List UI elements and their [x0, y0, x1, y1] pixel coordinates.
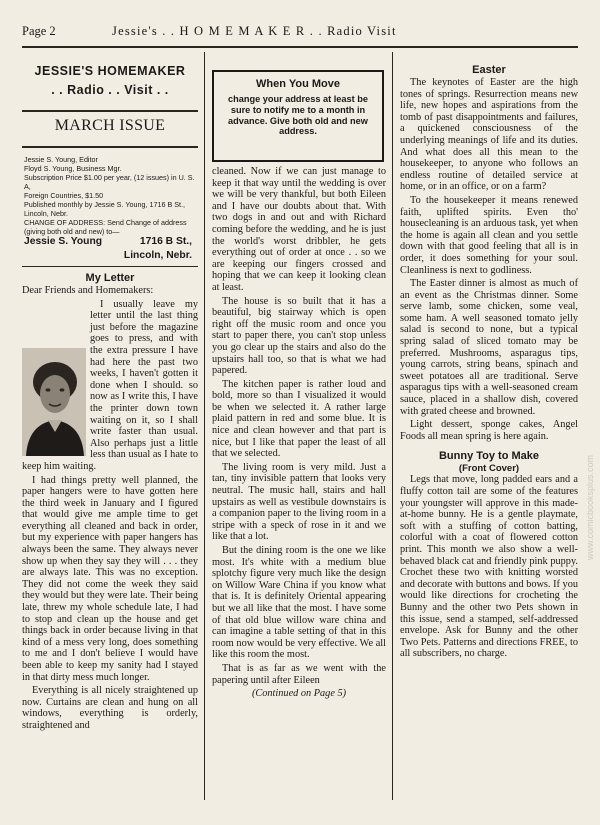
editor-line: Jessie S. Young, Editor: [24, 155, 98, 164]
middle-paragraph: The living room is very mild. Just a tan, tiny invisible pattern that looks very neutral. The music hall, stairs and hall upstairs as well as vestibule downstairs is a companion paper to the living room in a stripe with a speck of rose in it and we like that a lot.: [212, 461, 386, 543]
photo-float: [22, 345, 90, 453]
bunny-heading: Bunny Toy to Make: [438, 450, 540, 463]
letter-column: [22, 272, 198, 734]
change-address-box: [212, 70, 384, 162]
column-rule-left: [204, 52, 205, 800]
letter-paragraph: I usually leave my letter until the last thing just before the magazine goes to press, and with the extra pressure I have had here the past two weeks, I haven't gotten it done when I should. so now as I write this, I have the printer down town waiting on it, so I shall write faster than usual. Also perhaps just a little less than usual as I hate to keep him waiting.: [22, 298, 198, 472]
bunny-subheading: (Front Cover): [458, 463, 520, 475]
box-title: When You Move: [256, 78, 340, 90]
issue-title: MARCH ISSUE: [54, 117, 166, 134]
header-rule: [22, 46, 578, 48]
change-address-line: CHANGE OF ADDRESS: Send Change of address (giving both old and new) to—: [24, 218, 187, 236]
signature-street: 1716 B St.,: [139, 236, 192, 247]
easter-paragraph: The Easter dinner is almost as much of an event as the Christmas dinner. Some serve lamb, some chicken, some veal, some ham. A well seasoned tomato jelly salad is second to none, but a typical spring salad of sliced tomato may be preferred. Mushrooms, asparagus tips, young carrots, string beans, spinach and sweet potatoes all are traditional. Serve asparagus tips with a well-seasoned cream sauce, placed in a shallow dish, covered with grated cheese and browned.: [400, 278, 578, 417]
middle-paragraph: But the dining room is the one we like most. It's white with a medium blue splotchy figure very much like the design on Willow Ware China if you know what that is. It is definitely Oriental appearing but we all like that the most. I have some of that old blue willow ware china and can imagine a table setting of that in this room now would be very effective. We all like this room the most.: [212, 545, 386, 661]
masthead-title: JESSIE'S HOMEMAKER: [34, 64, 186, 78]
bunny-paragraph: Legs that move, long padded ears and a fluffy cotton tail are some of the features your youngster will approve in this made-at-home bunny. He is a gentle playmate, soft with a stuffing of cotton batting, colorful with a coat of flowered cotton print. This month we also show a well-behaved black cat and friendly pink puppy. Crochet these two with knitting worsted and decorate with buttons and bows. If you would like directions for crocheting the Bunny and the other two Pets shown in this issue, send a stamped, self-addressed envelope. Ask for Bunny and the other Two Pets. Patterns and directions FREE, to all subscribers, no charge.: [400, 474, 578, 660]
masthead-rule-bottom: [22, 146, 198, 148]
middle-column: [212, 166, 386, 702]
masthead-subtitle: . . Radio . . Visit . .: [51, 83, 169, 97]
right-column: [400, 64, 578, 662]
letter-paragraph: I had things pretty well planned, the paper hangers were to have gotten here the third week in January and I figured that would give me ample time to get everything all cleaned and back in order, but my experience with paper hangers has always been the same. They always never show up when they say they will . . . they are always late. This was no exception. They did not come the week they said they would but they were late. Their being late, threw my whole schedule late, I had to stop and clean up the house and get things back in order because living in that kind of a mess very long, does something to me and I don't believe I would have been able to keep my sanity had I stayed in that dirty mess much longer.: [22, 474, 198, 683]
letter-heading: My Letter: [85, 272, 135, 284]
page-number: Page 2: [22, 24, 56, 38]
running-title: Jessie's . . H O M E M A K E R . . Radio Visit: [112, 24, 397, 38]
masthead-rule-top: [22, 110, 198, 112]
masthead: [22, 64, 198, 98]
page-header: [22, 24, 578, 42]
easter-paragraph: The keynotes of Easter are the high tones of springs. Resurrection means new life, new hopes and aspirations from the tomb of past disappointments and failures, a quickened consciousness of the underlying meanings of life and its duties. And what does all this mean to the housekeeper, to anyone who follows an endless routine of detailed service at home, or in an office, or on a farm?: [400, 77, 578, 193]
letter-salutation: Dear Friends and Homemakers:: [22, 285, 154, 296]
box-body: change your address at least be sure to notify me to a month in advance. Give both old and new address.: [228, 94, 368, 137]
manager-line: Floyd S. Young, Business Mgr.: [24, 164, 122, 174]
middle-paragraph: The kitchen paper is rather loud and bold, more so than I visualized it would be when we selected it. A rather large plaid pattern in red and some blue. It is nice and clean however and that part is nice, but I like that paper the least of all that we selected.: [212, 378, 386, 460]
published-line: Published monthly by Jessie S. Young, 1716 B St., Lincoln, Nebr.: [24, 200, 186, 218]
subscription-line: Subscription Price $1.00 per year, (12 issues) in U. S. A,: [24, 173, 195, 191]
address-signature: [24, 236, 198, 262]
middle-paragraph: cleaned. Now if we can just manage to keep it that way until the wedding is over we will be very thankful, but both Eileen and I have our doubts about that. With two dogs in and out and with Richard coming before the wedding, and he is just the world's worst dribbler, he gets everything out of order at once . . so we are keeping our fingers crossed and hoping that we can keep it looking clean at least.: [212, 166, 386, 293]
letter-rule: [22, 266, 198, 267]
middle-paragraph: The house is so built that it has a beautiful, big stairway which is open right off the music room and once you start to paper there, you can't stop unless you go clear up the stairs and also do the upstairs hall too, so that is what we had papered.: [212, 295, 386, 377]
continued-note: (Continued on Page 5): [251, 688, 347, 700]
publication-info: [24, 156, 198, 237]
middle-paragraph: That is as far as we went with the papering until after Eileen: [212, 662, 386, 686]
signature-name: Jessie S. Young: [24, 236, 103, 247]
easter-paragraph: Light dessert, sponge cakes, Angel Foods all mean spring is here again.: [400, 419, 578, 442]
letter-paragraph: Everything is all nicely straightened up now. Curtains are clean and hung on all windows, everything is orderly, straightened and: [22, 685, 198, 731]
site-watermark: www.comicbooksplus.com: [585, 454, 595, 560]
easter-paragraph: To the housekeeper it means renewed faith, uplifted spirits. Even tho' housecleaning is an arduous task, yet when the home is again all clean and you settle down with that good feeling that all is in order, it does something for your soul. Cleanliness is next to godliness.: [400, 194, 578, 276]
signature-city: Lincoln, Nebr.: [123, 250, 192, 261]
column-rule-right: [392, 52, 393, 800]
foreign-line: Foreign Countries, $1.50: [24, 191, 104, 201]
easter-heading: Easter: [472, 64, 506, 76]
